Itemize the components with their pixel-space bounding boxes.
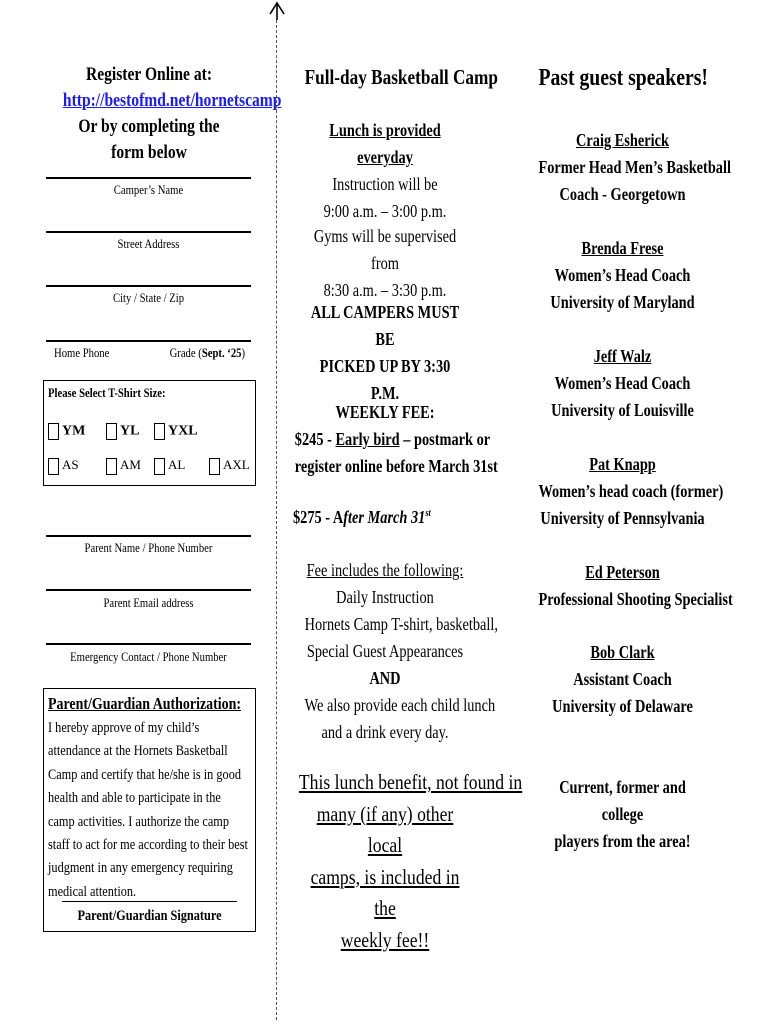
speaker-name: Brenda Frese [581,238,664,258]
tshirt-option-label: AL [168,457,186,472]
speaker-jeff-walz [538,343,706,424]
benefit-line: weekly fee!! [340,927,430,952]
speakers-title: Past guest speakers! [538,65,708,91]
benefit-line: This lunch benefit, not found in [298,770,523,794]
registration-header [44,62,282,166]
tshirt-option-as[interactable] [48,457,79,475]
pickup-line-1: ALL CAMPERS MUST BE [310,302,460,349]
checkbox-icon [209,458,220,475]
camp-info [287,64,498,90]
camp-title: Full-day Basketball Camp [304,65,498,89]
tshirt-option-label: AM [120,457,141,472]
form-instruction: Or by completing the form below [78,116,220,163]
signature-line[interactable] [62,901,237,902]
speaker-title: Women’s Head Coach [554,265,691,285]
tshirt-option-label: AS [62,457,79,472]
speaker-name: Bob Clark [590,642,655,662]
tshirt-option-am[interactable] [106,457,141,475]
schedule-block [305,117,466,225]
instruction-hours: 9:00 a.m. – 3:00 p.m. [323,201,447,221]
lunch-benefit-note [298,767,523,956]
parent-name-phone-label: Parent Name / Phone Number [84,540,213,555]
parent-email-label: Parent Email address [103,595,194,610]
lunch-note: Lunch is provided everyday [329,120,441,167]
benefit-line: many (if any) other local [316,801,454,857]
checkbox-icon [106,458,117,475]
speaker-craig-esherick [538,127,731,208]
early-bird-fee [294,426,491,453]
fold-divider [276,20,277,1020]
tshirt-size-box [43,380,256,486]
tshirt-option-ym[interactable] [48,423,85,440]
speaker-affiliation: University of Louisville [551,400,694,420]
speaker-title: Assistant Coach [573,669,672,689]
speaker-title: Women’s Head Coach [554,373,691,393]
checkbox-icon [48,423,59,440]
includes-block [304,557,498,746]
checkbox-icon [154,458,165,475]
city-state-zip-field[interactable] [46,285,251,287]
emergency-contact-field[interactable] [46,643,251,645]
speaker-affiliation: Coach - Georgetown [559,184,686,204]
lunch-line: We also provide each child lunch [304,695,496,715]
checkbox-icon [48,458,59,475]
late-fee-condition: fter March 31 [343,507,426,527]
fold-arrow-icon [267,0,287,20]
tshirt-option-label: YL [120,423,140,439]
speaker-bob-clark [538,639,706,720]
phone-grade-field[interactable] [46,340,251,342]
includes-title: Fee includes the following: [306,560,464,580]
fee-block [294,399,498,480]
speaker-name: Craig Esherick [576,130,669,150]
speaker-pat-knapp [538,451,724,532]
includes-item: Special Guest Appearances [306,641,464,661]
speaker-name: Jeff Walz [593,346,652,366]
tshirt-option-al[interactable] [154,457,185,475]
speaker-affiliation: University of Pennsylvania [540,508,705,528]
register-heading: Register Online at: [85,64,213,85]
late-fee [293,507,431,528]
authorization-box [43,688,256,932]
tshirt-option-axl[interactable] [209,457,250,475]
parent-name-phone-field[interactable] [46,535,251,537]
parent-email-field[interactable] [46,589,251,591]
street-address-field[interactable] [46,231,251,233]
tshirt-option-yl[interactable] [106,423,139,440]
closing-line: Current, former and college [559,777,686,824]
signature-label: Parent/Guardian Signature [77,908,222,924]
gym-hours: 8:30 a.m. – 3:30 p.m. [323,280,447,300]
speaker-title: Women’s head coach (former) [538,481,724,501]
authorization-title: Parent/Guardian Authorization: [48,694,241,713]
speaker-title: Professional Shooting Specialist [538,589,733,609]
tshirt-option-label: YM [62,423,86,439]
tshirt-option-yxl[interactable] [154,423,198,440]
grade-season: Sept. ‘25 [201,345,242,360]
pickup-line-2: PICKED UP BY 3:30 P.M. [319,356,451,403]
speaker-brenda-frese [538,235,706,316]
registration-link[interactable]: http://bestofmd.net/hornetscamp [62,90,282,111]
speaker-affiliation: University of Maryland [550,292,695,312]
late-fee-suffix: st [425,508,431,520]
tshirt-option-label: AXL [223,457,250,472]
grade-prefix: Grade ( [169,345,202,360]
home-phone-label: Home Phone [54,345,110,360]
and-label: AND [369,668,401,688]
camper-name-label: Camper’s Name [113,182,184,197]
weekly-fee-heading: WEEKLY FEE: [335,402,435,422]
fee-condition: – postmark or [399,429,491,449]
speaker-ed-peterson [538,559,733,613]
speakers-closing [538,774,706,855]
includes-item: Daily Instruction [336,587,434,607]
closing-line: players from the area! [554,831,691,851]
grade-label [169,345,245,361]
early-bird-deadline: register online before March 31st [294,456,498,476]
emergency-contact-label: Emergency Contact / Phone Number [70,649,227,664]
street-address-label: Street Address [117,236,180,251]
pickup-notice [305,299,466,407]
early-bird-label: Early bird [335,429,400,449]
camper-name-field[interactable] [46,177,251,179]
gym-block [305,223,466,304]
authorization-text: I hereby approve of my child’s attendance at the Hornets Basketball Camp and certify that he/she is in good health and able to participate in the camp activities. I authorize the camp staff to act for me according to their best judgment in any emergency requiring medical attention. [48,720,248,900]
fee-amount: $245 - [294,429,336,449]
benefit-line: camps, is included in the [310,864,460,920]
speaker-name: Ed Peterson [585,562,660,582]
includes-item: Hornets Camp T-shirt, basketball, [304,614,498,634]
tshirt-heading: Please Select T-Shirt Size: [48,385,166,400]
lunch-line: and a drink every day. [321,722,449,742]
speaker-title: Former Head Men’s Basketball [538,157,731,177]
late-fee-amount: $275 - A [293,507,344,527]
gym-line: Gyms will be supervised from [313,226,457,273]
checkbox-icon [106,423,117,440]
instruction-line: Instruction will be [332,174,438,194]
city-state-zip-label: City / State / Zip [112,290,185,305]
speaker-name: Pat Knapp [589,454,656,474]
checkbox-icon [154,423,165,440]
speaker-affiliation: University of Delaware [552,696,693,716]
tshirt-option-label: YXL [168,423,198,439]
grade-suffix: ) [241,345,245,360]
